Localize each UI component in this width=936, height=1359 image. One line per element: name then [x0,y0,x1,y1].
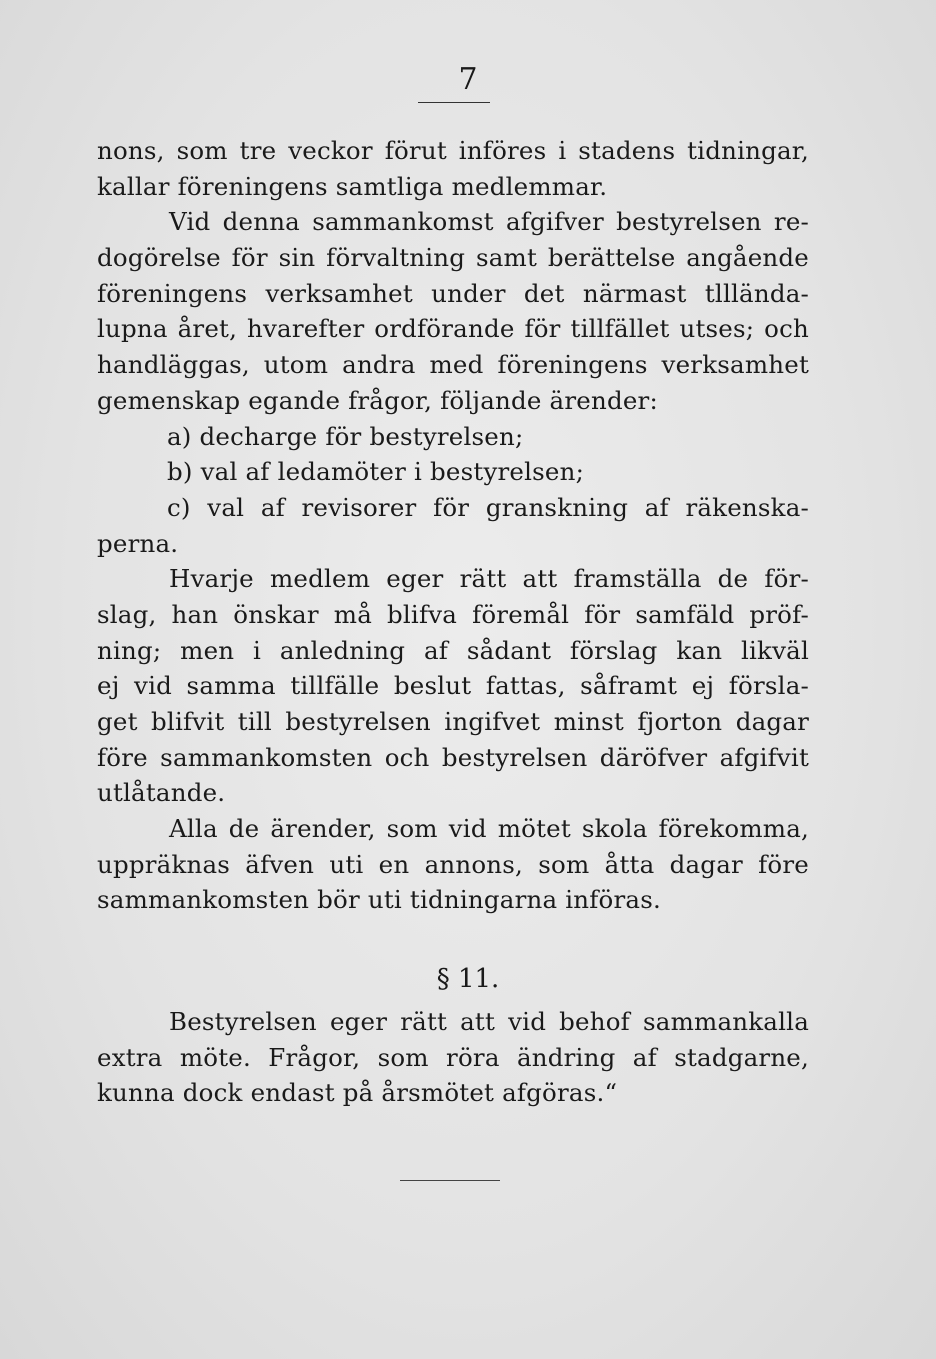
text-line: kallar föreningens samtliga medlemmar. [97,171,608,201]
paragraph-start-line: Vid denna sammankomst afgifver bestyrelsen re- [169,207,809,237]
paragraph-start-line: Bestyrelsen eger rätt att vid behof sammankalla [169,1007,809,1036]
section-heading: § 11. [436,964,500,994]
text-line: handläggas, utom andra med föreningens verksamhet [97,350,809,380]
text-line: före sammankomsten och bestyrelsen däröfver afgifvit [97,742,809,772]
text-line: ning; men i anledning af sådant förslag kan likväl [97,635,809,665]
section-text-block [97,1004,809,1111]
text-line: utlåtande. [97,778,226,808]
text-line: sammankomsten bör uti tidningarna införas. [97,885,661,915]
list-item-b: b) val af ledamöter i bestyrelsen; [167,457,585,487]
main-text-block [97,133,809,918]
text-line: lupna året, hvarefter ordförande för tillfället utses; och [97,314,809,344]
text-line: uppräknas äfven uti en annons, som åtta dagar före [97,849,809,879]
paragraph-start-line: Alla de ärender, som vid mötet skola förekomma, [169,814,809,844]
text-line: slag, han önskar må blifva föremål för samfäld pröf- [97,599,809,629]
text-line: föreningens verksamhet under det närmast tllländа- [97,278,809,308]
text-line: kunna dock endast på årsmötet afgöras.“ [97,1078,618,1108]
text-line: perna. [97,528,179,558]
page-number-underline [418,102,490,103]
text-line: gemenskap egande frågor, följande ärender: [97,385,658,415]
list-item-a: a) decharge för bestyrelsen; [167,421,524,451]
text-line: extra möte. Frågor, som röra ändring af stadgarne, [97,1042,809,1072]
text-line: ej vid samma tillfälle beslut fattas, såframt ej försla- [97,671,809,701]
text-line: get blifvit till bestyrelsen ingifvet minst fjorton dagar [97,707,809,736]
text-line: dogörelse för sin förvaltning samt berättelse angående [97,243,809,273]
closing-rule [400,1180,500,1181]
paragraph-start-line: Hvarje medlem eger rätt att framställa de för- [169,564,809,594]
text-line: nons, som tre veckor förut införes i stadens tidningar, [97,136,809,165]
page-number: 7 [458,62,478,97]
list-item-c: c) val af revisorer för granskning af räkenska- [167,492,809,522]
